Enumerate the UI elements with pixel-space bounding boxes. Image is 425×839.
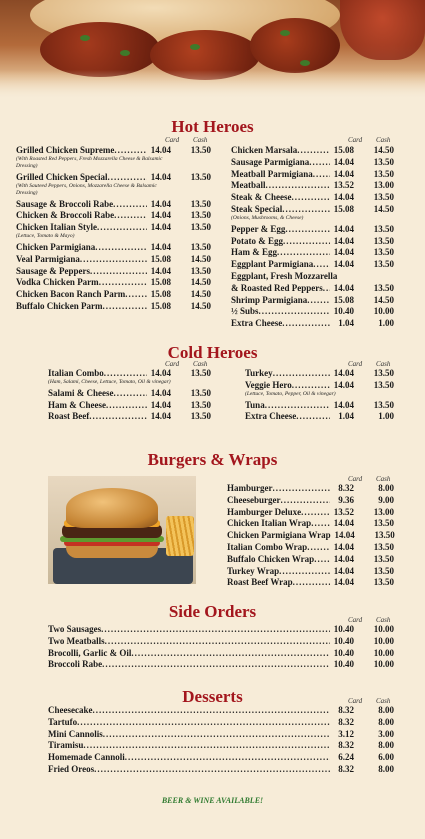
menu-item-name: Sausage & Peppers	[16, 265, 90, 276]
card-price: 14.04	[334, 530, 355, 541]
menu-item	[231, 318, 394, 329]
cash-price: 13.50	[373, 247, 394, 258]
card-price: 14.04	[333, 156, 354, 167]
leader-dots	[265, 400, 330, 411]
menu-item-name: Buffalo Chicken Parm	[16, 301, 103, 311]
card-price: 14.04	[150, 210, 171, 221]
menu-item	[16, 199, 211, 210]
card-price: 13.52	[333, 506, 354, 517]
menu-item-name: Two Meatballs	[48, 635, 105, 646]
menu-item-note: (With Roasted Red Peppers, Fresh Mozzarella Cheese & Balsamic Dressing)	[16, 155, 163, 169]
menu-item-name: Mini Cannolis	[48, 728, 103, 739]
cash-price: 13.50	[374, 530, 395, 541]
menu-item-name: Salami & Cheese	[48, 387, 114, 398]
card-price: 15.08	[150, 253, 171, 264]
card-price: 8.32	[338, 764, 354, 774]
cash-price: 13.50	[373, 223, 394, 234]
menu-item	[16, 210, 211, 221]
section-title-desserts: Desserts	[182, 687, 243, 706]
card-price: 14.04	[333, 553, 354, 564]
leader-dots	[281, 495, 331, 506]
col-header-cash: Cash	[376, 136, 391, 144]
menu-item-name: Extra Cheese	[231, 318, 283, 329]
menu-item	[227, 542, 394, 553]
cash-price: 10.00	[373, 635, 394, 646]
cash-price: 8.00	[378, 740, 394, 751]
leader-dots	[313, 259, 330, 270]
menu-item	[48, 752, 394, 763]
cash-price: 13.50	[373, 577, 394, 588]
menu-item-name: Vodka Chicken Parm	[16, 277, 99, 288]
menu-item-name: Italian Combo	[48, 368, 104, 378]
beer-wine-banner: BEER & WINE AVAILABLE!	[161, 796, 264, 805]
leader-dots	[292, 380, 330, 391]
cash-price: 13.50	[373, 192, 394, 203]
leader-dots	[102, 659, 330, 670]
menu-item	[227, 530, 394, 541]
card-price: 14.04	[150, 242, 171, 252]
leader-dots	[80, 254, 147, 265]
card-price: 15.08	[333, 294, 354, 305]
menu-item	[231, 169, 394, 180]
card-price: 10.40	[333, 647, 354, 658]
menu-item-note: (With Sauteed Peppers, Onions, Mozzarella Cheese & Balsamic Dressing)	[16, 182, 157, 196]
menu-item-name: Cheesecake	[48, 705, 93, 715]
menu-item-name: ½ Subs	[231, 306, 259, 317]
menu-item	[48, 705, 394, 716]
leader-dots	[297, 145, 330, 156]
menu-item-name: Fried Oreos	[48, 764, 95, 774]
menu-item-name: Tartufo	[48, 716, 78, 727]
leader-dots	[104, 368, 147, 379]
leader-dots	[114, 388, 148, 399]
leader-dots	[282, 204, 330, 215]
cash-price: 13.50	[190, 242, 211, 252]
menu-item-note: (Ham, Salami, Cheese, Lettuce, Tomato, Oil & vinegar)	[48, 378, 171, 385]
leader-dots	[125, 289, 147, 300]
menu-item	[231, 271, 394, 282]
card-price: 14.04	[150, 387, 171, 398]
menu-item	[227, 483, 394, 494]
menu-item	[231, 283, 394, 294]
menu-item	[227, 577, 394, 588]
leader-dots	[273, 483, 331, 494]
card-price: 15.08	[150, 301, 171, 311]
menu-item-name: Veggie Hero	[245, 379, 292, 390]
cash-price: 13.50	[373, 368, 394, 378]
menu-item	[231, 157, 394, 168]
card-price: 1.04	[338, 318, 354, 329]
menu-item	[245, 411, 394, 422]
card-price: 8.32	[338, 705, 354, 715]
leader-dots	[105, 636, 330, 647]
menu-item	[231, 259, 394, 270]
cash-price: 13.50	[373, 379, 394, 390]
cash-price: 13.50	[190, 387, 211, 398]
menu-item-name: Eggplant Parmigiana	[231, 259, 314, 270]
card-price: 14.04	[150, 265, 171, 276]
burger-photo	[48, 476, 196, 584]
menu-item	[245, 400, 394, 411]
cash-price: 9.00	[378, 494, 394, 505]
menu-item	[16, 266, 211, 277]
menu-item	[48, 717, 394, 728]
card-price: 14.04	[150, 368, 171, 378]
menu-item-name: Two Sausages	[48, 624, 102, 634]
cash-price: 13.50	[373, 553, 394, 564]
cash-price: 1.00	[378, 318, 394, 329]
cash-price: 13.00	[373, 180, 394, 191]
cash-price: 13.50	[373, 259, 394, 270]
menu-item-name: Roast Beef	[48, 411, 90, 422]
menu-item	[227, 507, 394, 518]
card-price: 14.04	[333, 168, 354, 179]
card-price: 8.32	[338, 483, 354, 493]
card-price: 10.40	[333, 624, 354, 634]
card-price: 14.04	[150, 411, 171, 422]
menu-item	[16, 301, 211, 312]
leader-dots	[277, 247, 330, 258]
card-price: 3.12	[338, 728, 354, 739]
leader-dots	[93, 705, 331, 716]
card-price: 14.04	[150, 145, 171, 155]
cash-price: 14.50	[190, 301, 211, 311]
menu-item-name: Chicken Italian Style	[16, 222, 98, 233]
leader-dots	[97, 222, 147, 233]
cash-price: 13.50	[373, 542, 394, 552]
card-price: 6.24	[338, 752, 354, 763]
leader-dots	[296, 411, 330, 422]
leader-dots	[77, 717, 330, 728]
card-price: 14.04	[333, 223, 354, 234]
menu-item	[231, 224, 394, 235]
menu-item	[245, 380, 394, 391]
leader-dots	[114, 145, 147, 156]
menu-item-name: Chicken Italian Wrap	[227, 518, 312, 529]
card-price: 14.04	[333, 235, 354, 246]
cash-price: 14.50	[373, 145, 394, 155]
menu-item	[227, 495, 394, 506]
menu-item	[48, 368, 211, 379]
menu-item-name: Buffalo Chicken Wrap	[227, 553, 315, 564]
menu-item	[16, 277, 211, 288]
card-price: 14.04	[333, 368, 354, 378]
leader-dots	[89, 411, 147, 422]
leader-dots	[108, 172, 147, 183]
menu-item-name: Shrimp Parmigiana	[231, 294, 308, 305]
menu-item	[16, 172, 211, 183]
leader-dots	[131, 648, 330, 659]
menu-item-name: Italian Combo Wrap	[227, 542, 308, 552]
cash-price: 1.00	[378, 411, 394, 422]
cash-price: 13.50	[373, 518, 394, 529]
cash-price: 13.50	[190, 265, 211, 276]
menu-item	[227, 554, 394, 565]
leader-dots	[292, 192, 331, 203]
menu-item-name: Hamburger Deluxe	[227, 506, 302, 517]
leader-dots	[307, 542, 330, 553]
leader-dots	[313, 169, 330, 180]
section-title-hot-heroes: Hot Heroes	[171, 117, 254, 136]
menu-item-name: Tiramisu	[48, 740, 84, 751]
menu-item	[231, 192, 394, 203]
leader-dots	[309, 157, 330, 168]
menu-item	[48, 388, 211, 399]
cash-price: 13.50	[190, 210, 211, 221]
cash-price: 13.50	[373, 565, 394, 576]
menu-item	[231, 247, 394, 258]
leader-dots	[293, 577, 330, 588]
menu-item-name: Chicken Marsala	[231, 145, 298, 155]
leader-dots	[103, 301, 148, 312]
card-price: 14.04	[333, 282, 354, 293]
menu-item-name: Roast Beef Wrap	[227, 577, 293, 588]
cash-price: 8.00	[378, 764, 394, 774]
leader-dots	[285, 224, 330, 235]
menu-item-name: Turkey Wrap	[227, 565, 280, 576]
menu-item	[48, 740, 394, 751]
card-price: 8.32	[338, 716, 354, 727]
card-price: 14.04	[150, 399, 171, 410]
menu-item	[48, 400, 211, 411]
cash-price: 10.00	[373, 306, 394, 317]
menu-item-name: Homemade Cannoli	[48, 752, 125, 763]
cash-price: 14.50	[190, 289, 211, 300]
leader-dots	[266, 180, 331, 191]
leader-dots	[259, 306, 330, 317]
cash-price: 13.50	[190, 171, 211, 182]
leader-dots	[273, 368, 330, 379]
col-header-card: Card	[165, 360, 180, 368]
leader-dots	[94, 764, 330, 775]
cash-price: 14.50	[190, 253, 211, 264]
cash-price: 8.00	[378, 716, 394, 727]
menu-item-note: (Lettuce, Tomato, Pepper, Oil & vinegar)	[245, 390, 336, 397]
menu-item	[231, 306, 394, 317]
menu-item-name: Chicken Bacon Ranch Parm	[16, 289, 126, 300]
cash-price: 13.50	[373, 399, 394, 410]
leader-dots	[282, 318, 330, 329]
cash-price: 13.50	[373, 156, 394, 167]
card-price: 14.04	[150, 171, 171, 182]
leader-dots	[114, 210, 147, 221]
menu-item-name: Ham & Egg	[231, 247, 277, 258]
menu-item-name: Ham & Cheese	[48, 399, 106, 410]
col-header-cash: Cash	[376, 360, 391, 368]
menu-item-name: Potato & Egg	[231, 235, 283, 246]
cash-price: 13.50	[373, 282, 394, 293]
menu-item	[48, 764, 394, 775]
menu-item-name: Grilled Chicken Supreme	[16, 145, 115, 155]
menu-item-name: Steak Special	[231, 204, 283, 214]
cash-price: 13.50	[373, 235, 394, 246]
menu-item	[231, 295, 394, 306]
card-price: 14.04	[333, 577, 354, 588]
leader-dots	[95, 242, 147, 253]
menu-item	[231, 180, 394, 191]
menu-item	[227, 518, 394, 529]
card-price: 14.04	[333, 565, 354, 576]
col-header-cash: Cash	[193, 360, 208, 368]
leader-dots	[125, 752, 330, 763]
cash-price: 13.50	[190, 411, 211, 422]
col-header-cash: Cash	[376, 475, 391, 483]
cash-price: 8.00	[378, 705, 394, 715]
cash-price: 8.00	[378, 483, 394, 493]
menu-item	[48, 624, 394, 635]
col-header-card: Card	[348, 136, 363, 144]
menu-item-name: Chicken & Broccoli Rabe	[16, 210, 115, 221]
menu-item	[245, 368, 394, 379]
menu-item-name: Sausage & Broccoli Rabe	[16, 198, 114, 209]
col-header-cash: Cash	[376, 697, 391, 705]
leader-dots	[307, 295, 330, 306]
card-price: 14.04	[333, 247, 354, 258]
cash-price: 13.50	[190, 368, 211, 378]
menu-item-name: Veal Parmigiana	[16, 253, 80, 264]
cash-price: 13.50	[190, 198, 211, 209]
leader-dots	[99, 277, 147, 288]
cash-price: 14.50	[373, 294, 394, 305]
card-price: 13.52	[333, 180, 354, 191]
menu-item	[48, 636, 394, 647]
leader-dots	[83, 740, 330, 751]
leader-dots	[323, 283, 330, 294]
cash-price: 13.50	[373, 168, 394, 179]
section-title-burgers-wraps: Burgers & Wraps	[147, 450, 278, 469]
leader-dots	[113, 199, 147, 210]
card-price: 8.32	[338, 740, 354, 751]
card-price: 15.08	[333, 204, 354, 214]
card-price: 15.08	[333, 145, 354, 155]
col-header-card: Card	[348, 360, 363, 368]
menu-item-name: Chicken Parmigiana Wrap	[227, 530, 331, 541]
card-price: 1.04	[338, 411, 354, 422]
leader-dots	[101, 624, 330, 635]
menu-item	[16, 222, 211, 233]
card-price: 14.04	[150, 198, 171, 209]
section-title-cold-heroes: Cold Heroes	[167, 343, 258, 362]
col-header-cash: Cash	[193, 136, 208, 144]
cash-price: 13.50	[190, 222, 211, 233]
cash-price: 10.00	[373, 659, 394, 670]
leader-dots	[283, 236, 330, 247]
menu-item	[48, 411, 211, 422]
menu-item-note: (Lettuce, Tomato & Mayo)	[16, 233, 75, 239]
leader-dots	[279, 566, 330, 577]
cash-price: 10.00	[373, 624, 394, 634]
card-price: 14.04	[333, 379, 354, 390]
leader-dots	[103, 729, 330, 740]
card-price: 9.36	[338, 494, 354, 505]
cash-price: 10.00	[373, 647, 394, 658]
card-price: 14.04	[333, 259, 354, 270]
leader-dots	[301, 507, 330, 518]
menu-item-name: Meatball Parmigiana	[231, 168, 313, 179]
menu-item	[16, 254, 211, 265]
col-header-card: Card	[348, 616, 363, 624]
menu-item	[16, 242, 211, 253]
card-price: 14.04	[333, 518, 354, 529]
card-price: 10.40	[333, 306, 354, 317]
leader-dots	[106, 400, 147, 411]
menu-item-note: (Onions, Mushrooms, & Cheese)	[231, 214, 304, 221]
menu-item	[231, 236, 394, 247]
card-price: 14.04	[150, 222, 171, 233]
cash-price: 13.50	[190, 145, 211, 155]
menu-item-name: & Roasted Red Peppers	[231, 282, 323, 293]
menu-item	[231, 204, 394, 215]
section-title-side-orders: Side Orders	[168, 602, 257, 621]
card-price: 10.40	[333, 635, 354, 646]
menu-item	[48, 659, 394, 670]
col-header-card: Card	[348, 475, 363, 483]
menu-item-name: Eggplant, Fresh Mozzarella	[231, 271, 338, 281]
card-price: 15.08	[150, 289, 171, 300]
menu-item-name: Pepper & Egg	[231, 223, 286, 234]
menu-item-name: Hamburger	[227, 483, 273, 493]
menu-item	[231, 145, 394, 156]
cash-price: 3.00	[378, 728, 394, 739]
menu-item	[16, 145, 211, 156]
menu-item	[48, 648, 394, 659]
col-header-card: Card	[165, 136, 180, 144]
card-price: 15.08	[150, 277, 171, 288]
menu-item-name: Sausage Parmigiana	[231, 156, 310, 167]
menu-item-name: Cheeseburger	[227, 494, 281, 505]
cash-price: 14.50	[373, 204, 394, 214]
cash-price: 14.50	[190, 277, 211, 288]
card-price: 10.40	[333, 659, 354, 670]
card-price: 14.04	[333, 542, 354, 552]
menu-item-name: Brocolli, Garlic & Oil	[48, 647, 132, 658]
card-price: 14.04	[333, 399, 354, 410]
menu-item-name: Broccoli Rabe	[48, 659, 103, 670]
menu-item-name: Grilled Chicken Special	[16, 171, 108, 182]
cash-price: 6.00	[378, 752, 394, 763]
leader-dots	[311, 518, 330, 529]
leader-dots	[90, 266, 147, 277]
leader-dots	[314, 554, 330, 565]
menu-item	[48, 729, 394, 740]
menu-item-name: Extra Cheese	[245, 411, 297, 422]
cash-price: 13.50	[190, 399, 211, 410]
menu-item	[16, 289, 211, 300]
hero-sandwich-image	[0, 0, 425, 100]
menu-item-name: Chicken Parmigiana	[16, 242, 96, 252]
card-price: 14.04	[333, 192, 354, 203]
menu-item-name: Turkey	[245, 368, 273, 378]
menu-item	[227, 566, 394, 577]
cash-price: 13.00	[373, 506, 394, 517]
col-header-cash: Cash	[376, 616, 391, 624]
menu-item-name: Tuna	[245, 399, 265, 410]
menu-item-name: Steak & Cheese	[231, 192, 292, 203]
menu-item-name: Meatball	[231, 180, 266, 191]
col-header-card: Card	[348, 697, 363, 705]
